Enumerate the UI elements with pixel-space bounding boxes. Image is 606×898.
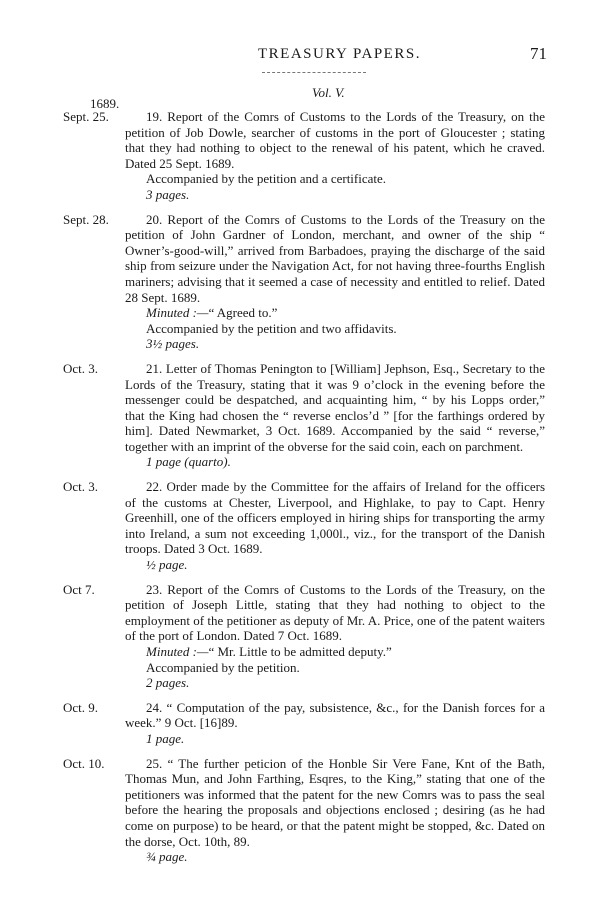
entry-minuted xyxy=(125,305,545,321)
entry-pages: 2 pages. xyxy=(146,675,190,691)
entry-minuted xyxy=(125,644,545,660)
entry-body xyxy=(125,212,545,352)
entry-text xyxy=(125,700,545,731)
entry-pages: 1 page (quarto). xyxy=(146,454,231,470)
entry-date: Sept. 28. xyxy=(63,211,109,227)
entry-pages: 1 page. xyxy=(146,730,185,746)
running-title: TREASURY PAPERS. xyxy=(258,46,421,62)
entry-description: Order made by the Committee for the affairs of Ireland for the officers of the customs at Chester, Liverpool, and Highlake, to pay to Capt. Henry Greenhill, one of the officers employed in hiring ships for transporting the army into Ireland, a sum not exceeding 1,000l., viz., for the transport of the Danish troops. Dated 3 Oct. 1689. xyxy=(125,479,545,557)
entry-body xyxy=(125,361,545,470)
volume-label: Vol. V. xyxy=(312,85,345,100)
entry-number: 19. xyxy=(146,109,163,124)
entry-number: 21. xyxy=(146,360,163,376)
entry-accompanied: Accompanied by the petition and a certificate. xyxy=(146,171,387,187)
entry-text xyxy=(125,212,545,306)
entry-pages: ¾ page. xyxy=(146,849,188,865)
entry-description: Letter of Thomas Penington to [William] Jephson, Esq., Secretary to the Lords of the Treasury, stating that it was 9 o’clock in the evening before the messenger could be despatched, and acquainting him, “ by his Lopps order,” that the King had chosen the “ reverse enclos’d ” [for the farthings ordered by him]. Dated Newmarket, 3 Oct. 1689. Accompanied by the said “ reverse,” together with an imprint of the obverse for the said coin, each on parchment. xyxy=(125,360,546,454)
entry-date: Oct. 10. xyxy=(63,755,105,771)
entry-date: Oct. 9. xyxy=(63,699,99,715)
entry-text xyxy=(125,361,545,455)
entry-date: Oct 7. xyxy=(63,581,95,597)
minuted-text: “ Mr. Little to be admitted deputy.” xyxy=(208,644,392,659)
minuted-label: Minuted :— xyxy=(146,644,209,659)
year-label: 1689. xyxy=(90,96,120,111)
entry-date: Oct. 3. xyxy=(63,360,99,376)
entry-number: 24. xyxy=(146,699,163,715)
entry-23 xyxy=(0,582,606,691)
entry-pages: 3 pages. xyxy=(146,186,190,202)
entry-accompanied: Accompanied by the petition and two affidavits. xyxy=(146,320,397,336)
entry-20 xyxy=(0,212,606,352)
entry-21 xyxy=(0,361,606,470)
entry-date: Oct. 3. xyxy=(63,479,99,495)
entry-text xyxy=(125,756,545,850)
entry-text xyxy=(125,582,545,644)
entry-description: “ Computation of the pay, subsistence, &c., for the Danish forces for a week.” 9 Oct. [16]89. xyxy=(125,699,545,731)
entry-accompanied: Accompanied by the petition. xyxy=(146,659,300,675)
entry-date: Sept. 25. xyxy=(63,109,109,124)
header-divider xyxy=(262,72,366,73)
entry-22 xyxy=(0,479,606,573)
page-header xyxy=(0,44,606,70)
entry-body xyxy=(125,700,545,747)
entry-pages: 3½ pages. xyxy=(146,336,200,352)
entry-number: 22. xyxy=(146,479,163,495)
entry-text xyxy=(125,479,545,557)
entry-pages: ½ page. xyxy=(146,557,188,573)
entry-25 xyxy=(0,756,606,865)
entry-body xyxy=(125,109,545,203)
entries-list xyxy=(0,109,606,874)
minuted-label: Minuted :— xyxy=(146,305,209,321)
entry-description: Report of the Comrs of Customs to the Lords of the Treasury, on the petition of Job Dowle, searcher of customs in the port of Gloucester ; stating that they had nothing to object to the renewal of his patent, which he craved. Dated 25 Sept. 1689. xyxy=(125,109,546,171)
entry-number: 20. xyxy=(146,211,163,227)
entry-number: 23. xyxy=(146,581,163,597)
entry-19 xyxy=(0,109,606,203)
entry-24 xyxy=(0,700,606,747)
entry-description: Report of the Comrs of Customs to the Lords of the Treasury on the petition of John Gardner of London, merchant, and owner of the ship “ Owner’s-good-will,” arrived from Barbadoes, praying the discharge of the said ship from seizure under the Navigation Act, for not having three-fourths English mariners; advising that it seemed a case of necessity and entitled to relief. Dated 28 Sept. 1689. xyxy=(125,211,546,305)
entry-description: Report of the Comrs of Customs to the Lords of the Treasury, on the petition of Joseph Little, stating that they had nothing to object to the employment of the petitioner as deputy of Mr. A. Price, one of the patent waiters of the port of London. Dated 7 Oct. 1689. xyxy=(125,581,546,644)
entry-number: 25. xyxy=(146,755,163,771)
minuted-text: “ Agreed to.” xyxy=(208,305,278,321)
entry-body xyxy=(125,756,545,865)
entry-description: “ The further peticion of the Honble Sir Vere Fane, Knt of the Bath, Thomas Mun, and John Farthing, Esqres, to the King,” stating that one of the petitioners was informed that the patent for the new Comrs was to pass the seal before the hearing the proposals and objections enclosed ; desiring (as he had come on purpose) to be heard, or that the patent might be stopped, &c. Dated on the dorse, Oct. 10th, 89. xyxy=(125,755,545,849)
entry-body xyxy=(125,582,545,691)
entry-body xyxy=(125,479,545,573)
page-number: 71 xyxy=(530,44,547,63)
entry-text xyxy=(125,109,545,171)
